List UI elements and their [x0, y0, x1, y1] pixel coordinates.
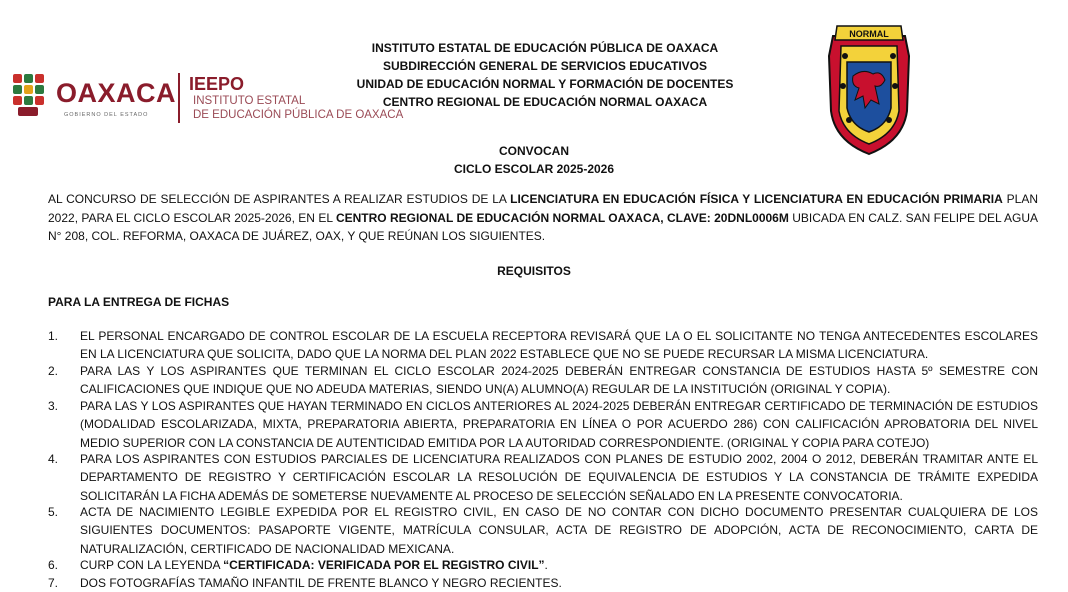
- institution-line-2: SUBDIRECCIÓN GENERAL DE SERVICIOS EDUCATIVOS: [382, 59, 708, 73]
- item-text: ACTA DE NACIMIENTO LEGIBLE EXPEDIDA POR EL REGISTRO CIVIL, EN CASO DE NO CONTAR CON DICHO DOCUMENTO PRESENTAR CUALQUIERA DE LOS SIGUIENTES DOCUMENTOS: PASAPORTE VIGENTE, MATRÍCULA CONSULAR, ACTA DE REGISTRO DE ADOPCIÓN, ACTA DE RECONOCIMIENTO, CARTA DE NATURALIZACIÓN, CERTIFICADO DE NACIONALIDAD MEXICANA.: [80, 505, 1038, 556]
- institution-line-1: INSTITUTO ESTATAL DE EDUCACIÓN PÚBLICA DE OAXACA: [371, 41, 719, 55]
- normal-school-crest-icon: [823, 16, 915, 158]
- ieepo-line-1: INSTITUTO ESTATAL: [193, 95, 306, 107]
- item-number: 6.: [48, 558, 59, 572]
- item-text-tail: .: [544, 558, 548, 572]
- item-number: 5.: [48, 505, 59, 519]
- item-text: PARA LAS Y LOS ASPIRANTES QUE TERMINAN EL CICLO ESCOLAR 2024-2025 DEBERÁN ENTREGAR CONSTANCIA DE ESTUDIOS HASTA 5º SEMESTRE CON CALIFICACIONES QUE INDIQUE QUE NO ADEUDA MATERIAS, SIENDO UN(A) ALUMNO(A) REGULAR DE LA INSTITUCIÓN (ORIGINAL Y COPIA).: [80, 364, 1038, 397]
- intro-bold-2: CENTRO REGIONAL DE EDUCACIÓN NORMAL OAXACA, CLAVE: 20DNL0006M: [335, 210, 789, 225]
- oaxaca-wordmark: OAXACA: [56, 78, 177, 108]
- item-text: PARA LOS ASPIRANTES CON ESTUDIOS PARCIALES DE LICENCIATURA REALIZADOS CON PLANES DE ESTUDIO 2002, 2004 O 2012, DEBERÁN TRAMITAR ANTE EL DEPARTAMENTO DE REGISTRO Y CERTIFICACIÓN ESCOLAR LA RESOLUCIÓN DE EQUIVALENCIA DE ESTUDIOS Y LA CONSTANCIA DE TRÁMITE EXPEDIDA SOLICITARÁN LA FICHA ADEMÁS DE SOMETERSE NUEVAMENTE AL PROCESO DE SELECCIÓN SEÑALADO EN LA PRESENTE CONVOCATORIA.: [80, 452, 1038, 503]
- item-number: 7.: [48, 576, 59, 590]
- logo-divider: [178, 73, 180, 123]
- item-text: DOS FOTOGRAFÍAS TAMAÑO INFANTIL DE FRENTE BLANCO Y NEGRO RECIENTES.: [80, 576, 562, 590]
- item-text: [80, 556, 1038, 574]
- requisitos-title: REQUISITOS: [497, 264, 571, 278]
- institution-line-3: UNIDAD DE EDUCACIÓN NORMAL Y FORMACIÓN DE DOCENTES: [356, 77, 734, 91]
- ieepo-wordmark: IEEPO: [189, 74, 245, 94]
- item-number: 1.: [48, 329, 59, 343]
- oaxaca-subtitle: GOBIERNO DEL ESTADO: [64, 112, 149, 118]
- institution-line-4: CENTRO REGIONAL DE EDUCACIÓN NORMAL OAXACA: [382, 95, 708, 109]
- convocan-title: CONVOCAN: [498, 144, 569, 158]
- item-number: 2.: [48, 364, 59, 378]
- cycle-title: CICLO ESCOLAR 2025-2026: [453, 162, 615, 176]
- fichas-subheading: PARA LA ENTREGA DE FICHAS: [48, 295, 230, 309]
- item-text-lead: CURP CON LA LEYENDA: [80, 558, 224, 572]
- item-number: 3.: [48, 399, 59, 413]
- item-text: PARA LAS Y LOS ASPIRANTES QUE HAYAN TERMINADO EN CICLOS ANTERIORES AL 2024-2025 DEBERÁN ENTREGAR CERTIFICADO DE TERMINACIÓN DE ESTUDIOS (MODALIDAD ESCOLARIZADA, MIXTA, PREPARATORIA ABIERTA, PREPARATORIA EN LÍNEA O POR ACUERDO 286) CON CALIFICACIÓN APROBATORIA DEL NIVEL MEDIO SUPERIOR CON LA CONSTANCIA DE AUTENTICIDAD EMITIDA POR LA AUTORIDAD CORRESPONDIENTE. (ORIGINAL Y COPIA PARA COTEJO): [80, 399, 1038, 450]
- item-text: EL PERSONAL ENCARGADO DE CONTROL ESCOLAR DE LA ESCUELA RECEPTORA REVISARÁ QUE LA O EL SOLICITANTE NO TENGA ANTECEDENTES ESCOLARES EN LA LICENCIATURA QUE SOLICITA, DADO QUE LA NORMA DEL PLAN 2022 ESTABLECE QUE NO SE PUEDE RECURSAR LA MISMA LICENCIATURA.: [80, 329, 1038, 362]
- intro-text-2: PLAN 2022, PARA EL CICLO ESCOLAR 2025-2026, EN EL: [48, 192, 1038, 225]
- intro-text-3: UBICADA EN CALZ. SAN FELIPE DEL AGUA N° 208, COL. REFORMA, OAXACA DE JUÁREZ, OAX, Y QUE REÚNAN LOS SIGUIENTES.: [48, 210, 1038, 244]
- oaxaca-seal-icon: [13, 74, 49, 120]
- intro-paragraph: [48, 190, 1038, 246]
- intro-text-1: AL CONCURSO DE SELECCIÓN DE ASPIRANTES A REALIZAR ESTUDIOS DE LA: [48, 192, 511, 206]
- ieepo-line-2: DE EDUCACIÓN PÚBLICA DE OAXACA: [193, 109, 404, 121]
- item-text-bold: “CERTIFICADA: VERIFICADA POR EL REGISTRO CIVIL”: [223, 558, 545, 572]
- item-number: 4.: [48, 452, 59, 466]
- intro-bold-1: LICENCIATURA EN EDUCACIÓN FÍSICA Y LICENCIATURA EN EDUCACIÓN PRIMARIA: [510, 192, 1003, 206]
- crest-banner-label: NORMAL: [849, 29, 889, 39]
